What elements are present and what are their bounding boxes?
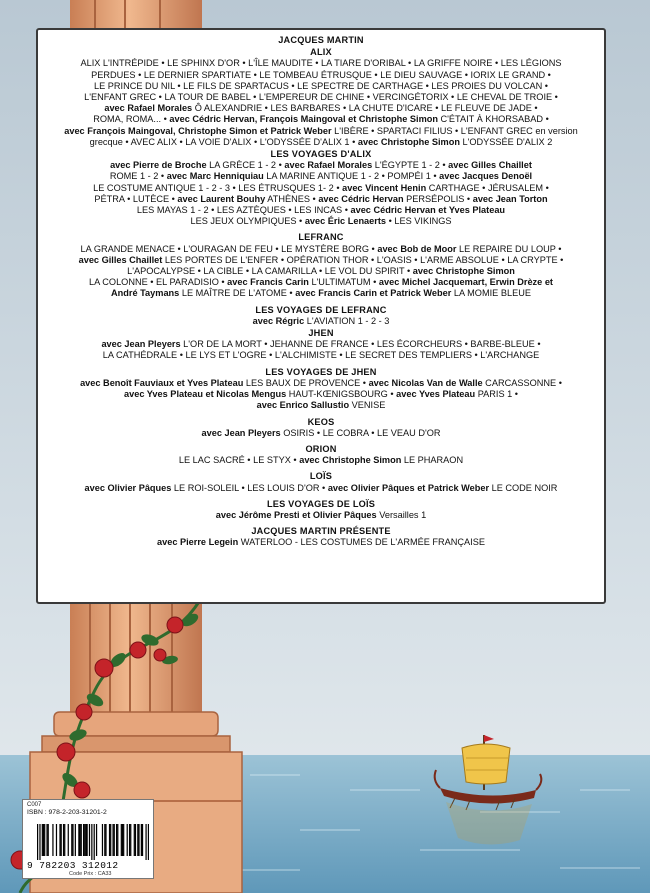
barcode-bar (123, 824, 124, 856)
column-capital (70, 0, 202, 30)
barcode-bar (148, 824, 149, 860)
title-list-line (44, 160, 598, 171)
album-titles: ATHÈNES • (265, 193, 319, 204)
series-heading: LES VOYAGES DE LEFRANC (255, 304, 387, 315)
author-credit: avec Olivier Pâques et Patrick Weber (327, 482, 490, 493)
author-credit: avec Vincent Henin (342, 182, 427, 193)
title-list-line (44, 455, 598, 466)
bibliography-panel (36, 28, 606, 604)
author-credit: avec François Maingoval, Christophe Simon et Patrick Weber (64, 125, 332, 136)
barcode-bar (127, 824, 128, 856)
author-credit: avec Christophe Simon (357, 136, 460, 147)
author-credit: avec Cédric Hervan (318, 193, 404, 204)
barcode-bar (142, 824, 143, 856)
album-titles: PÉTRA • LUTÈCE • (94, 193, 178, 204)
author-credit: avec Benoît Fauviaux et Yves Plateau (80, 377, 244, 388)
author-credit: avec Pierre Legein (157, 537, 239, 548)
barcode-bar (94, 824, 95, 860)
series-heading: ORION (305, 443, 337, 454)
album-titles: ROME 1 - 2 • (109, 171, 167, 182)
barcode-bar (116, 824, 117, 856)
album-titles: HAUT-KŒNIGSBOURG • (286, 389, 397, 400)
album-titles: • LES VIKINGS (386, 216, 452, 227)
barcode-bar (96, 824, 97, 856)
series-heading: ALIX (310, 47, 332, 58)
barcode-bar (84, 824, 85, 856)
album-titles: LE CODE NOIR (489, 482, 558, 493)
album-titles: LE REPAIRE DU LOUP • (456, 243, 562, 254)
barcode-bar (89, 824, 90, 856)
author-credit: avec Christophe Simon (412, 266, 515, 277)
barcode-bar (75, 824, 76, 856)
author-credit: avec Olivier Pâques (84, 482, 172, 493)
album-titles: Versailles 1 (376, 509, 427, 520)
title-list-line (44, 389, 598, 400)
album-titles: WATERLOO - LES COSTUMES DE L'ARMÉE FRANÇAISE (238, 537, 485, 548)
series-heading: JHEN (308, 328, 334, 339)
album-titles: LA COLONNE • EL PARADISIO • (89, 277, 228, 288)
album-titles: LE COSTUME ANTIQUE 1 - 2 - 3 • LES ÉTRUSQUES 1- 2 • (93, 182, 343, 193)
barcode-bar (68, 824, 69, 856)
barcode-bar (83, 824, 84, 856)
barcode-bar (37, 824, 38, 860)
title-list-line (44, 126, 598, 137)
album-titles: LE PHARAON (401, 455, 464, 466)
author-credit: avec Rafael Morales (284, 160, 373, 171)
title-list-line (44, 277, 598, 288)
barcode-bar (63, 824, 64, 856)
title-list-line (44, 537, 598, 548)
author-credit: avec Enrico Sallustio (256, 400, 350, 411)
album-titles: LA MOMIE BLEUE (451, 288, 531, 299)
title-list-line (44, 205, 598, 216)
author-credit: avec Jean Torton (472, 193, 548, 204)
barcode-bar (72, 824, 73, 856)
author-credit: avec Michel Jacquemart, Erwin Drèze et (378, 277, 553, 288)
album-titles: LE LAC SACRÉ • LE STYX • (178, 455, 300, 466)
barcode-bar (130, 824, 131, 856)
album-titles: LES PORTES DE L'ENFER • OPÉRATION THOR • L'OASIS • L'ARME ABSOLUE • LA CRYPTE • (162, 254, 564, 265)
author-credit: avec Jérôme Presti et Olivier Pâques (215, 509, 377, 520)
title-list-line (44, 171, 598, 182)
barcode-bar (102, 824, 103, 856)
title-list-line (44, 316, 598, 327)
author-credit: avec Francis Carin (227, 277, 309, 288)
title-list-line (44, 255, 598, 266)
barcode-icon (37, 824, 149, 860)
title-list-line: LA CATHÉDRALE • LE LYS ET L'OGRE • L'ALCHIMISTE • LE SECRET DES TEMPLIERS • L'ARCHANGE (102, 350, 540, 361)
barcode-bar (117, 824, 118, 856)
title-list-line (44, 216, 598, 227)
barcode-bar (79, 824, 80, 856)
album-titles: L'OR DE LA MORT • JEHANNE DE FRANCE • LES ÉCORCHEURS • BARBE-BLEUE • (180, 339, 541, 350)
album-titles: C'ÉTAIT À KHORSABAD • (437, 114, 549, 125)
author-credit: avec Rafael Morales (104, 103, 193, 114)
series-heading: LES VOYAGES D'ALIX (270, 149, 372, 160)
album-titles: L'ODYSSÉE D'ALIX 2 (459, 136, 553, 147)
isbn-text: ISBN : 978-2-203-31201-2 (27, 809, 107, 816)
album-titles: Ô ALEXANDRIE • LES BARBARES • LA CHUTE D'ICARE • LE FLEUVE DE JADE • (192, 103, 538, 114)
author-credit: avec Christophe Simon (299, 455, 402, 466)
series-heading: JACQUES MARTIN PRÉSENTE (251, 526, 391, 537)
barcode-bar (78, 824, 79, 856)
barcode-bar (141, 824, 142, 856)
title-list-line (44, 400, 598, 411)
album-titles: LE ROI-SOLEIL • LES LOUIS D'OR • (171, 482, 328, 493)
author-credit: avec Jean Pleyers (201, 427, 281, 438)
album-titles: LE MAÎTRE DE L'ATOME • (179, 288, 296, 299)
barcode-bar (135, 824, 136, 856)
album-titles: L'ULTIMATUM • (308, 277, 379, 288)
title-list-line (44, 288, 598, 299)
barcode-bar (44, 824, 45, 856)
album-titles: CARTHAGE • JÉRUSALEM • (426, 182, 549, 193)
album-titles: grecque • AVEC ALIX • LA VOIE D'ALIX • L'ODYSSÉE D'ALIX 1 • (89, 136, 358, 147)
barcode-bar (71, 824, 72, 856)
barcode-bar (85, 824, 86, 856)
title-list-line (44, 103, 598, 114)
title-list-line (44, 244, 598, 255)
barcode-bar (56, 824, 57, 856)
album-titles: L'IBÈRE • SPARTACI FILIUS • L'ENFANT GREC en version (331, 125, 578, 136)
album-titles: LA GRANDE MENACE • L'OURAGAN DE FEU • LE MYSTÈRE BORG • (80, 243, 378, 254)
series-heading: LOÏS (309, 471, 333, 482)
author-credit: avec Cédric Hervan et Yves Plateau (350, 205, 506, 216)
album-titles: OSIRIS • LE COBRA • LE VEAU D'OR (280, 427, 441, 438)
author-credit: avec Francis Carin et Patrick Weber (295, 288, 452, 299)
album-titles: L'AVIATION 1 - 2 - 3 (304, 315, 390, 326)
barcode-bar (109, 824, 110, 856)
author-credit: avec Laurent Bouhy (177, 193, 266, 204)
title-list-line (44, 483, 598, 494)
barcode-bar (121, 824, 122, 856)
album-titles: LES JEUX OLYMPIQUES • (190, 216, 305, 227)
barcode-number: 9 782203 312012 (27, 860, 119, 871)
series-heading: LEFRANC (298, 232, 344, 243)
barcode-bar (129, 824, 130, 856)
album-titles: VENISE (349, 400, 386, 411)
album-titles: LES MAYAS 1 - 2 • LES AZTÈQUES • LES INCAS • (136, 205, 351, 216)
author-credit: avec Yves Plateau (396, 389, 476, 400)
title-list-line (44, 194, 598, 205)
barcode-bar (91, 824, 92, 860)
author-credit: avec Éric Lenaerts (304, 216, 387, 227)
barcode-bar (39, 824, 40, 860)
album-titles: CARCASSONNE • (482, 377, 562, 388)
title-list-line: ALIX L'INTRÉPIDE • LE SPHINX D'OR • L'ÎLE MAUDITE • LA TIARE D'ORIBAL • LA GRIFFE NOIRE • LES LÉGIONS (80, 58, 562, 69)
barcode-bar (52, 824, 53, 856)
barcode-bar (145, 824, 146, 860)
author-credit: avec Nicolas Van de Walle (368, 377, 483, 388)
title-list-line (44, 510, 598, 521)
barcode-bar (105, 824, 106, 856)
album-titles: L'APOCALYPSE • LA CIBLE • LA CAMARILLA • LE VOL DU SPIRIT • (127, 266, 413, 277)
title-list-line (44, 114, 598, 125)
barcode-label (22, 799, 154, 879)
author-credit: avec Régric (252, 315, 305, 326)
barcode-bar (122, 824, 123, 856)
album-titles: LA MARINE ANTIQUE 1 - 2 • POMPÉI 1 • (263, 171, 440, 182)
author-credit: avec Marc Henniquiau (166, 171, 264, 182)
author-credit: avec Gilles Chaillet (448, 160, 532, 171)
title-list-line (44, 266, 598, 277)
album-titles: LES BAUX DE PROVENCE • (243, 377, 369, 388)
author-credit: André Taymans (111, 288, 180, 299)
title-list-line: L'ENFANT GREC • LA TOUR DE BABEL • L'EMPEREUR DE CHINE • VERCINGÉTORIX • LE CHEVAL DE TROIE • (84, 92, 558, 103)
author-credit: avec Yves Plateau et Nicolas Mengus (123, 389, 287, 400)
barcode-bar (114, 824, 115, 856)
author-credit: avec Jacques Denoël (439, 171, 533, 182)
barcode-bar (87, 824, 88, 856)
author-credit: avec Gilles Chaillet (78, 254, 163, 265)
barcode-bar (46, 824, 47, 856)
album-titles: PERSÉPOLIS • (403, 193, 473, 204)
album-titles: LA GRÈCE 1 - 2 • (206, 160, 285, 171)
barcode-bar (112, 824, 113, 856)
album-titles: PARIS 1 • (475, 389, 519, 400)
barcode-bar (42, 824, 43, 856)
barcode-bar (137, 824, 138, 856)
title-list-line (44, 183, 598, 194)
album-titles: ROMA, ROMA... • (93, 114, 170, 125)
author-credit: avec Bob de Moor (377, 243, 457, 254)
barcode-bar (134, 824, 135, 856)
author-credit: avec Cédric Hervan, François Maingoval et Christophe Simon (169, 114, 438, 125)
barcode-bar (110, 824, 111, 856)
series-heading: LES VOYAGES DE JHEN (265, 366, 377, 377)
barcode-bar (43, 824, 44, 856)
title-list-line (44, 428, 598, 439)
title-list-line (44, 137, 598, 148)
barcode-bar (104, 824, 105, 856)
title-list-line: LE PRINCE DU NIL • LE FILS DE SPARTACUS • LE SPECTRE DE CARTHAGE • LES PROIES DU VOLCAN • (94, 80, 548, 91)
barcode-bar (138, 824, 139, 856)
title-list-line (44, 378, 598, 389)
barcode-bar (48, 824, 49, 856)
author-credit: avec Pierre de Broche (110, 160, 207, 171)
series-heading: JACQUES MARTIN (278, 35, 364, 45)
barcode-bar (64, 824, 65, 856)
product-code: C007 (27, 802, 42, 808)
barcode-bar (61, 824, 62, 856)
series-heading: LES VOYAGES DE LOÏS (266, 498, 376, 509)
title-list-line (44, 339, 598, 350)
price-code: Code Prix : CA33 (69, 871, 112, 877)
barcode-bar (59, 824, 60, 856)
album-titles: L'ÉGYPTE 1 - 2 • (372, 160, 449, 171)
series-heading: KEOS (307, 416, 335, 427)
barcode-bar (81, 824, 82, 856)
title-list-line: PERDUES • LE DERNIER SPARTIATE • LE TOMBEAU ÉTRUSQUE • LE DIEU SAUVAGE • IORIX LE GRAND • (91, 69, 551, 80)
author-credit: avec Jean Pleyers (101, 339, 181, 350)
